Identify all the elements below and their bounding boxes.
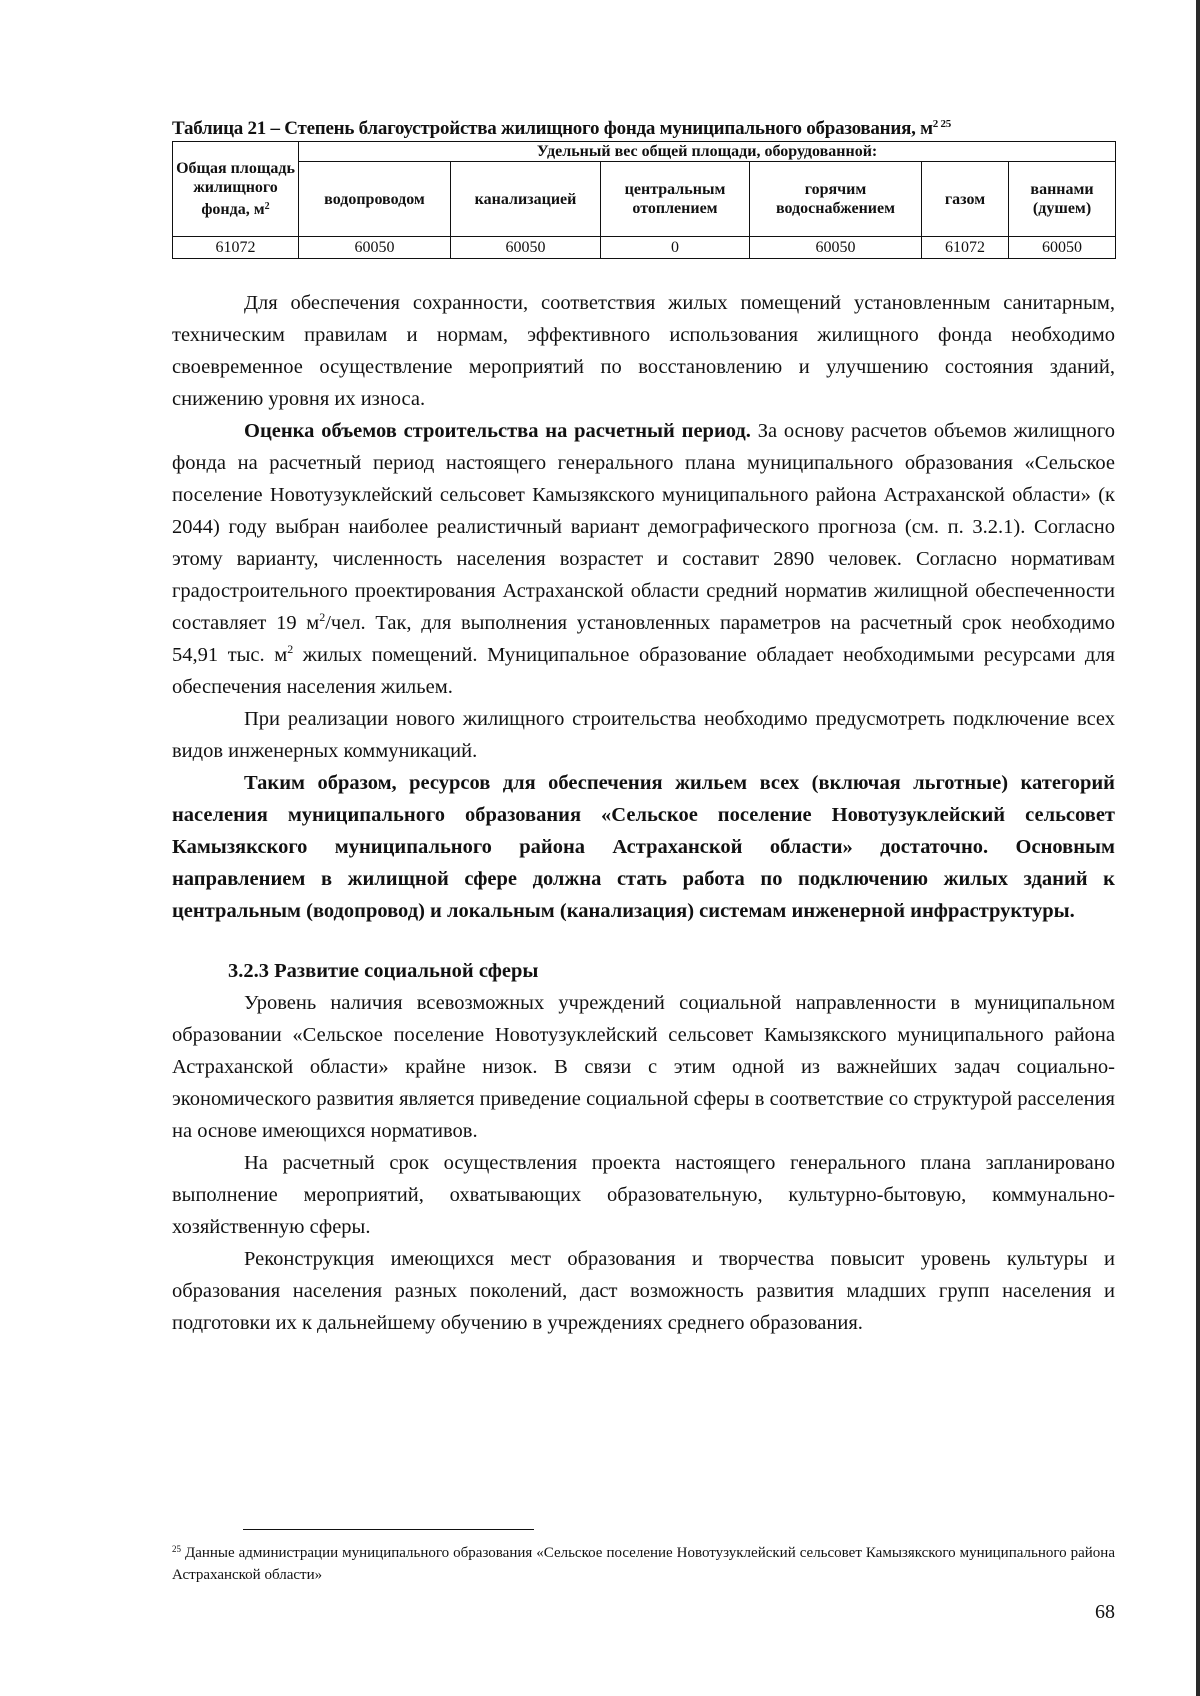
table-cell: 61072 — [922, 237, 1009, 259]
footnote — [172, 1538, 1115, 1586]
table-cell: 61072 — [173, 237, 299, 259]
paragraph-lead-bold: Оценка объемов строительства на расчетный период. — [244, 420, 751, 442]
paragraph: При реализации нового жилищного строительства необходимо предусмотреть подключение всех видов инженерных коммуникаций. — [172, 708, 1115, 762]
page-edge — [1196, 0, 1200, 1696]
header-col-water: водопроводом — [299, 162, 451, 237]
paragraph-text: За основу расчетов объемов жилищного фонда на расчетный период настоящего генерального плана муниципального образования «Сельское поселение Новотузуклейский сельсовет Камызякского муниципального района Астраханской области» (к 2044) году выбран наиболее реалистичный вариант демографического прогноза (см. п. 3.2.1). Согласно этому варианту, численность населения возрастет и составит 2890 человек. Согласно нормативам градостроительного проектирования Астраханской области средний норматив жилищной обеспеченности составляет 19 м — [172, 420, 1115, 634]
paragraph: Уровень наличия всевозможных учреждений социальной направленности в муниципальном образовании «Сельское поселение Новотузуклейский сельсовет Камызякского муниципального района Астраханской области» крайне низок. В связи с этим одной из важнейших задач социально-экономического развития является приведение социальной сферы в соответствие со структурой расселения на основе имеющихся нормативов. — [172, 992, 1115, 1142]
table-cell: 0 — [601, 237, 750, 259]
paragraph-text: /чел. Так, для выполнения установленных параметров на расчетный срок необходимо 54,91 тыс. м — [172, 612, 1115, 666]
header-col-heating: центральным отоплением — [601, 162, 750, 237]
paragraph: Для обеспечения сохранности, соответствия жилых помещений установленным санитарным, техническим правилам и нормам, эффективного использования жилищного фонда необходимо своевременное осуществление мероприятий по восстановлению и улучшению состояния зданий, снижению уровня их износа. — [172, 292, 1115, 410]
page-number: 68 — [1095, 1601, 1115, 1623]
table-cell: 60050 — [451, 237, 601, 259]
header-total-area — [173, 142, 299, 237]
table-caption-sup: 2 25 — [932, 118, 952, 130]
footnote-text: Данные администрации муниципального образования «Сельское поселение Новотузуклейский сельсовет Камызякского муниципального района Астраханской области» — [172, 1545, 1115, 1583]
header-col-baths: ваннами (душем) — [1009, 162, 1116, 237]
header-group: Удельный вес общей площади, оборудованной: — [299, 142, 1116, 162]
table-cell: 60050 — [750, 237, 922, 259]
superscript: 2 — [287, 642, 294, 656]
paragraph — [172, 415, 1115, 703]
superscript: 2 — [319, 610, 326, 624]
table-row — [173, 237, 1116, 259]
footnote-rule — [243, 1529, 534, 1530]
paragraph: На расчетный срок осуществления проекта настоящего генерального плана запланировано выполнение мероприятий, охватывающих образовательную, культурно-бытовую, коммунально-хозяйственную сферы. — [172, 1152, 1115, 1238]
table-caption — [172, 112, 1115, 141]
conclusion-paragraph: Таким образом, ресурсов для обеспечения жильем всех (включая льготные) категорий населения муниципального образования «Сельское поселение Новотузуклейский сельсовет Камызякского муниципального района Астраханской области» достаточно. Основным направлением в жилищной сфере должна стать работа по подключению жилых зданий к центральным (водопровод) и локальным (канализация) системам инженерной инфраструктуры. — [172, 772, 1115, 922]
footnote-marker: 25 — [172, 1544, 181, 1554]
header-col-sewer: канализацией — [451, 162, 601, 237]
header-col-hot-water: горячим водоснабжением — [750, 162, 922, 237]
body-text — [172, 287, 1115, 1339]
housing-amenities-table — [172, 141, 1116, 259]
paragraph-text: жилых помещений. Муниципальное образование обладает необходимыми ресурсами для обеспечения населения жильем. — [172, 644, 1115, 698]
header-total-area-text: Общая площадь жилищного фонда, м — [176, 160, 295, 218]
section-heading: 3.2.3 Развитие социальной сферы — [228, 960, 539, 982]
table-cell: 60050 — [1009, 237, 1116, 259]
header-total-area-sup: 2 — [264, 201, 270, 212]
table-caption-text: Таблица 21 – Степень благоустройства жилищного фонда муниципального образования, м — [172, 118, 933, 139]
header-col-gas: газом — [922, 162, 1009, 237]
paragraph: Реконструкция имеющихся мест образования и творчества повысит уровень культуры и образования населения разных поколений, даст возможность развития младших групп населения и подготовки их к дальнейшему обучению в учреждениях среднего образования. — [172, 1248, 1115, 1334]
table-cell: 60050 — [299, 237, 451, 259]
document-page — [172, 112, 1115, 1339]
